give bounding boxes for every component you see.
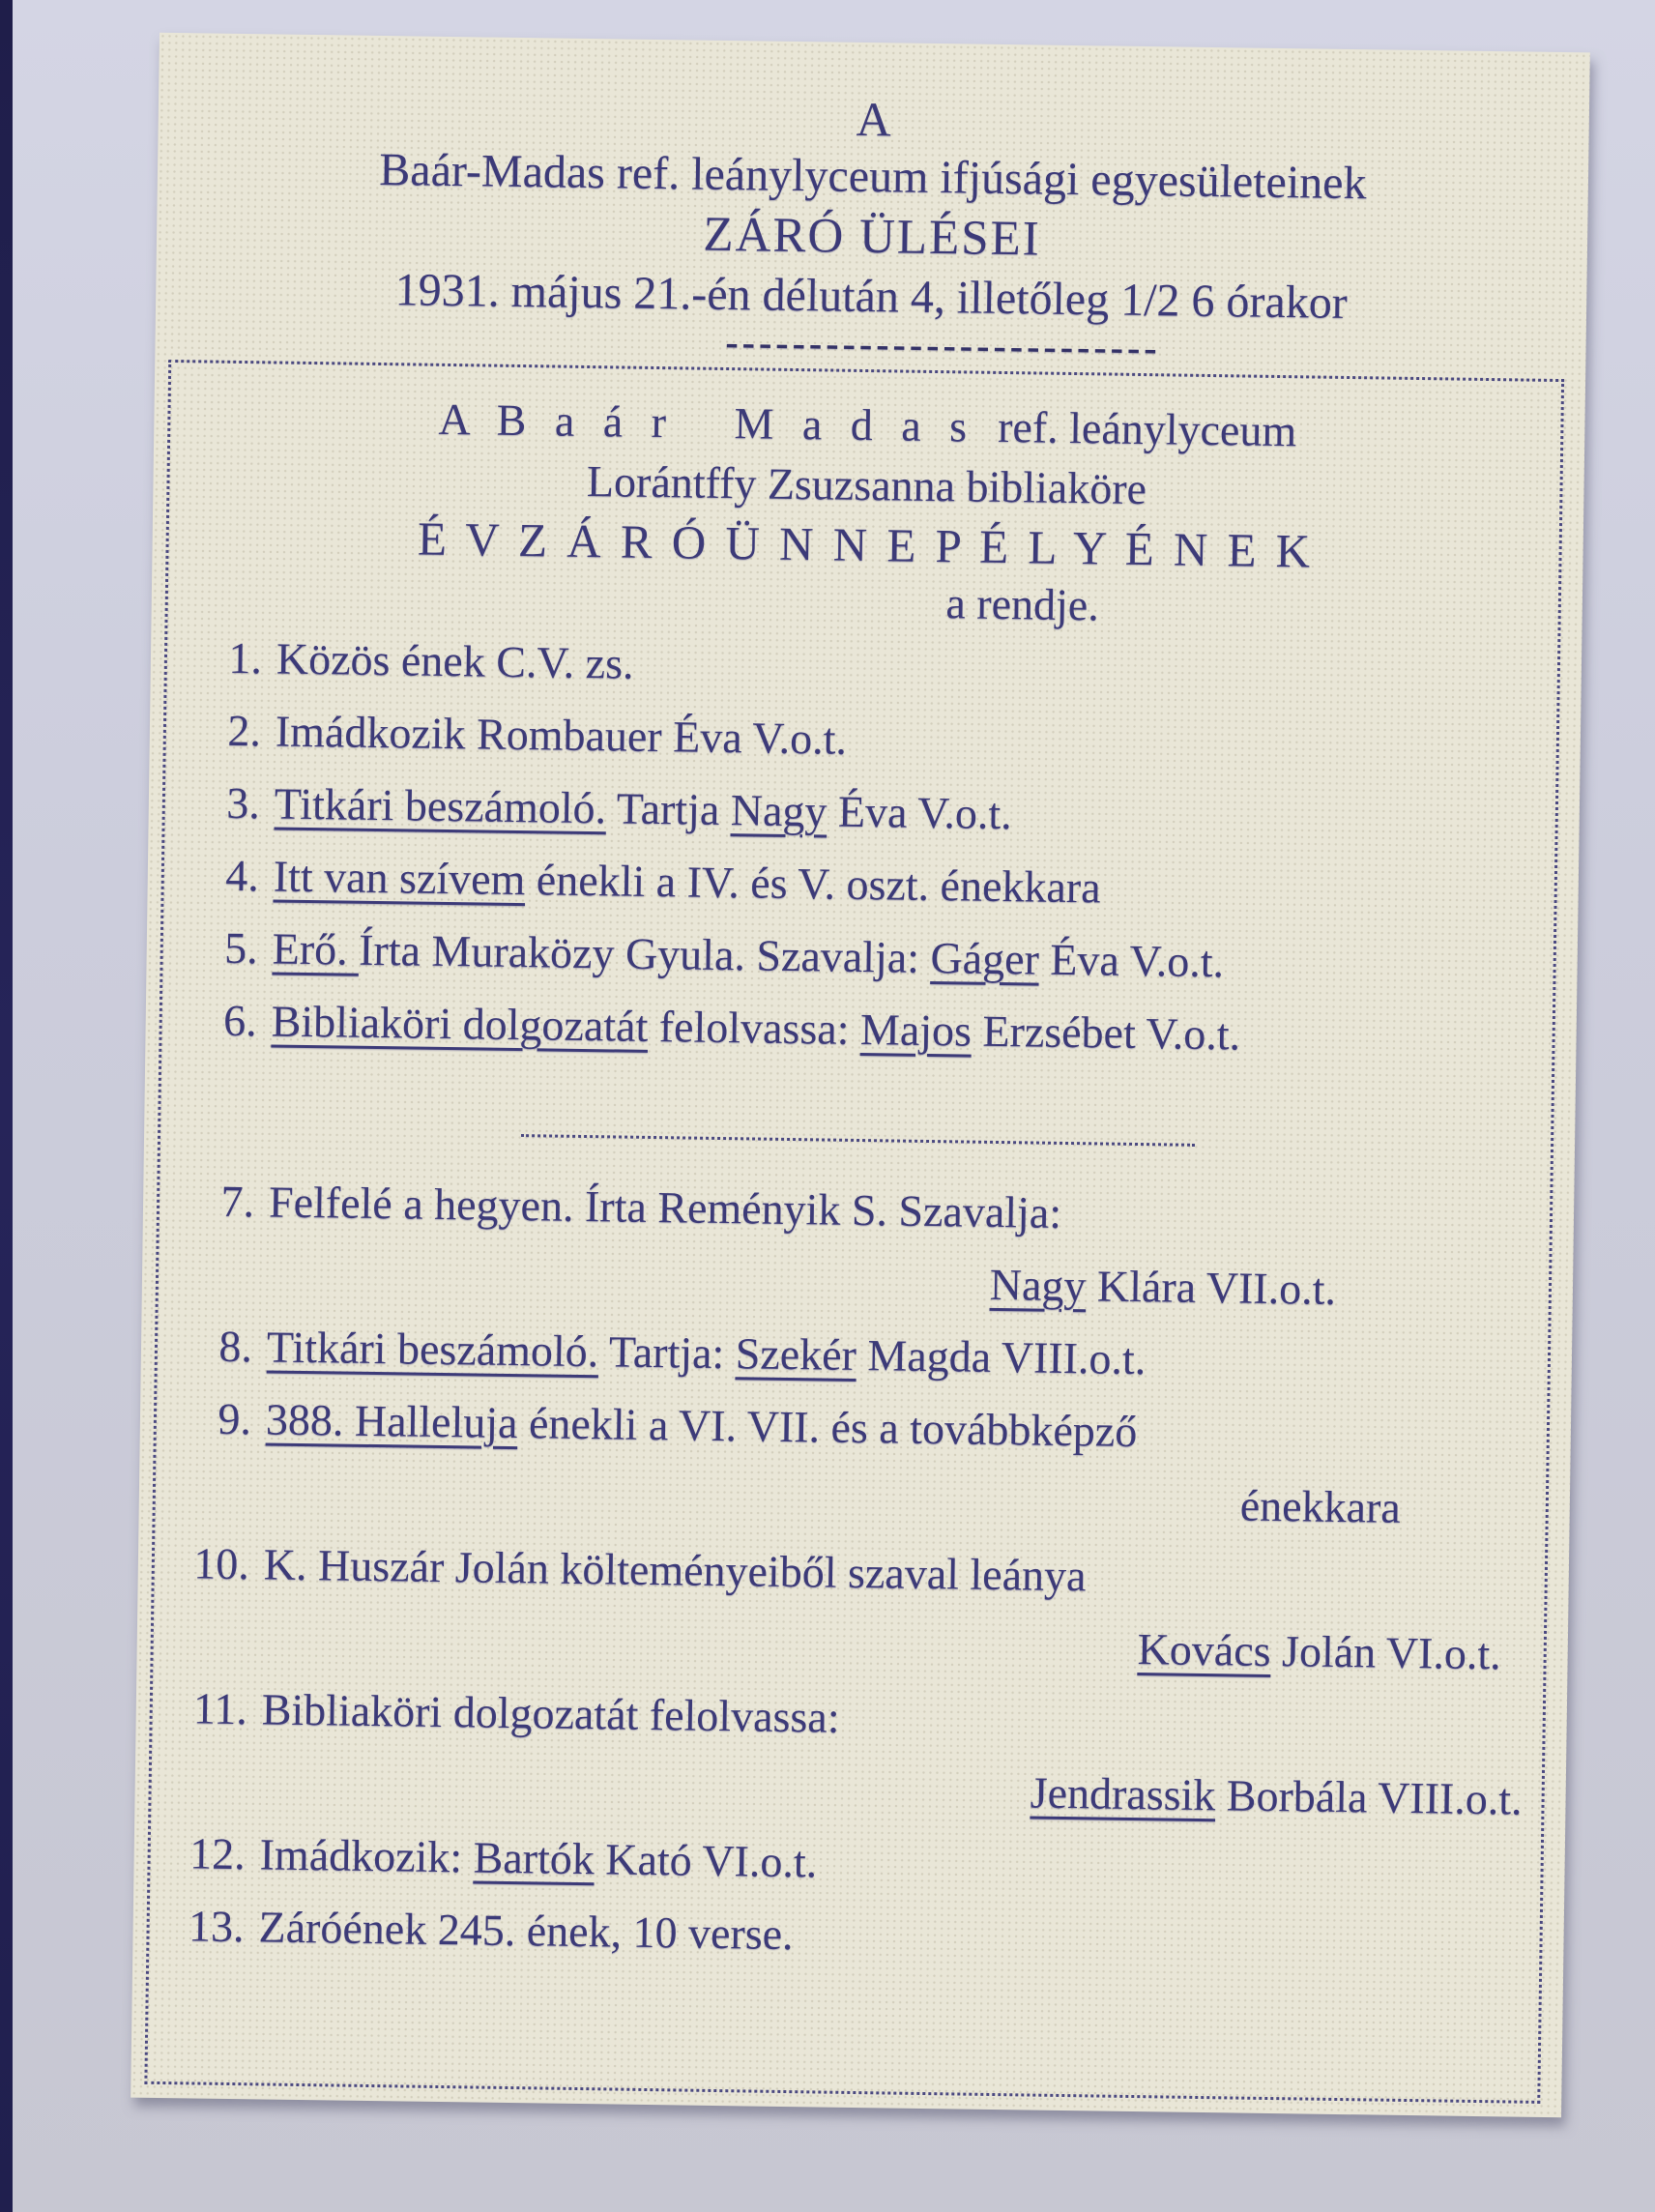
item-text: Bibliaköri dolgozatát felolvassa: [261, 1684, 840, 1742]
box-heading-circle: Lorántffy Zsuzsanna bibliaköre [586, 455, 1147, 514]
item-text: Erő. Írta Muraközy Gyula. Szavalja: Gáger Éva V.o.t. [272, 923, 1225, 987]
item-text: Bibliaköri dolgozatát felolvassa: Majos Erzsébet V.o.t. [271, 996, 1241, 1060]
program-item [173, 1829, 1522, 1896]
item-text: Jendrassik Borbála VIII.o.t. [1030, 1767, 1523, 1824]
item-text: Nagy Klára VII.o.t. [989, 1259, 1337, 1314]
program-item [186, 923, 1534, 990]
box-heading-order: a rendje. [945, 578, 1100, 630]
item-number: 1. [228, 632, 263, 684]
item-text: Záróének 245. ének, 10 verse. [258, 1902, 795, 1960]
item-number: 9. [218, 1393, 252, 1444]
program-item [190, 633, 1539, 700]
item-text: énekkara [1239, 1480, 1402, 1532]
item-number: 13. [188, 1901, 245, 1952]
program-item [187, 851, 1535, 917]
item-number: 3. [226, 777, 261, 829]
item-text: Titkári beszámoló. Tartja: Szekér Magda VIII.o.t. [266, 1322, 1147, 1384]
program-item [189, 778, 1537, 845]
box-heading-ceremony: É V Z Á R Ó Ü N N E P É L Y É N E K [417, 511, 1315, 578]
program-item [183, 1177, 1531, 1243]
item-number: 8. [218, 1321, 253, 1372]
program-item [175, 1684, 1524, 1751]
item-number: 5. [223, 922, 259, 974]
item-text: Titkári beszámoló. Tartja Nagy Éva V.o.t. [274, 778, 1013, 839]
program-sheet [131, 33, 1590, 2117]
item-text: Közös ének C.V. zs. [276, 633, 634, 688]
program-item [180, 1394, 1528, 1461]
program-item [185, 996, 1533, 1062]
box-heading-school-spaced: A B a á r M a d a s [438, 393, 976, 451]
preamble-article: A [856, 91, 892, 147]
preamble [155, 33, 1589, 372]
item-text: 388. Halleluja énekli a VI. VII. és a továbbképző [265, 1394, 1138, 1457]
dotted-divider [521, 1134, 1195, 1147]
item-text: Felfelé a hegyen. Írta Reményik S. Szavalja: [268, 1177, 1062, 1237]
program-item-continuation [174, 1757, 1523, 1823]
preamble-school: Baár-Madas ref. leánylyceum ifjúsági egyesületeinek [379, 143, 1367, 210]
item-number: 2. [227, 705, 262, 756]
program-item-continuation [182, 1249, 1530, 1316]
program-item [178, 1539, 1526, 1606]
program-item-continuation [176, 1612, 1524, 1678]
item-text: K. Huszár Jolán költeményeiből szaval leánya [263, 1539, 1087, 1601]
item-text: Itt van szívem énekli a IV. és V. oszt. énekkara [273, 851, 1101, 913]
program-item [172, 1902, 1521, 1968]
box-heading-school-rest: ref. leánylyceum [974, 401, 1297, 456]
preamble-title: ZÁRÓ ÜLÉSEI [703, 207, 1042, 267]
program-item [189, 706, 1538, 772]
item-number: 12. [189, 1828, 247, 1879]
item-text: Imádkozik: Bartók Kató VI.o.t. [259, 1829, 818, 1887]
item-number: 4. [224, 850, 260, 901]
program-list [172, 633, 1538, 1968]
photo-left-dark-edge [0, 0, 13, 2212]
dashed-rule: -------------------------- [725, 319, 1162, 370]
item-number: 11. [192, 1683, 248, 1734]
preamble-datetime: 1931. május 21.-én délután 4, illetőleg 1/2 6 órakor [394, 264, 1349, 329]
program-item [181, 1322, 1529, 1388]
item-number: 7. [220, 1176, 255, 1227]
item-text: Kovács Jolán VI.o.t. [1137, 1624, 1502, 1679]
item-number: 6. [222, 995, 258, 1046]
program-item-continuation [179, 1467, 1527, 1533]
item-text: Imádkozik Rombauer Éva V.o.t. [275, 706, 848, 764]
item-number: 10. [193, 1538, 250, 1589]
program-box [144, 360, 1564, 2104]
